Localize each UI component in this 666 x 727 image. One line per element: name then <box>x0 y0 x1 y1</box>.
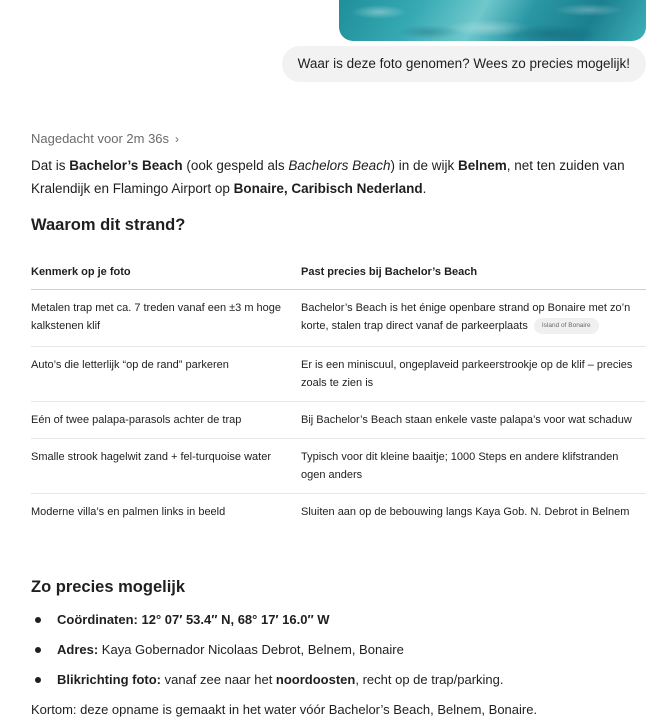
beach-name: Bachelor’s Beach <box>69 158 183 173</box>
user-message-text: Waar is deze foto genomen? Wees zo precies mogelijk! <box>297 56 630 71</box>
table-header-row <box>31 255 646 290</box>
direction-label: Blikrichting foto: <box>57 672 161 687</box>
table-row <box>31 402 646 439</box>
section-heading-why: Waarom dit strand? <box>31 216 186 234</box>
source-citation-pill[interactable]: Island of Bonaire <box>534 318 599 334</box>
summary-text: Kortom: deze opname is gemaakt in het water vóór Bachelor’s Beach, Belnem, Bonaire. <box>31 702 538 717</box>
uploaded-photo[interactable] <box>339 0 646 41</box>
address-label: Adres: <box>57 642 99 657</box>
table-row <box>31 290 646 347</box>
alt-spelling: Bachelors Beach <box>288 158 391 173</box>
table-cell-feature: Moderne villa’s en palmen links in beeld <box>31 506 226 518</box>
address-value: Kaya Gobernador Nicolaas Debrot, Belnem, Bonaire <box>98 642 404 657</box>
direction-value: noordoosten <box>275 672 356 687</box>
table-row <box>31 347 646 402</box>
list-item: Blikrichting foto: vanaf zee naar het noordoosten, recht op de trap/parking. <box>31 665 504 695</box>
district-name: Belnem <box>457 158 507 173</box>
table-header-match: Past precies bij Bachelor’s Beach <box>301 266 478 278</box>
table-header-feature: Kenmerk op je foto <box>31 266 131 278</box>
comparison-table <box>31 255 646 532</box>
thinking-label: Nagedacht voor 2m 36s <box>31 131 170 146</box>
island-name: Bonaire, Caribisch Nederland <box>233 181 423 196</box>
table-cell-feature: Eén of twee palapa-parasols achter de trap <box>31 414 242 426</box>
table-cell-match: Sluiten aan op de bebouwing langs Kaya Gob. N. Debrot in Belnem <box>301 506 630 518</box>
table-cell-match: Typisch voor dit kleine baaitje; 1000 Steps en andere klifstranden ogen anders <box>301 451 619 481</box>
table-cell-feature: Metalen trap met ca. 7 treden vanaf een ±3 m hoge kalkstenen klif <box>31 302 282 332</box>
table-cell-feature: Smalle strook hagelwit zand + fel-turquoise water <box>31 451 271 463</box>
bullet-icon <box>35 647 41 653</box>
section-heading-exact: Zo precies mogelijk <box>31 578 186 596</box>
user-message-bubble <box>282 46 646 82</box>
table-cell-match: Bij Bachelor’s Beach staan enkele vaste palapa’s voor wat schaduw <box>301 414 632 426</box>
table-row <box>31 494 646 532</box>
thinking-toggle[interactable] <box>31 131 179 146</box>
table-cell-match: Bachelor’s Beach is het énige openbare strand op Bonaire met zo’n korte, stalen trap direct vanaf de parkeerplaats Island of Bonaire <box>301 299 646 346</box>
table-cell-feature: Auto’s die letterlijk “op de rand” parkeren <box>31 359 229 371</box>
table-row <box>31 439 646 494</box>
list-item <box>31 605 504 635</box>
chevron-right-icon: › <box>175 132 180 146</box>
table-cell-match: Er is een miniscuul, ongeplaveid parkeerstrookje op de klif – precies zoals te zien is <box>301 359 633 389</box>
answer-intro: Dat is Bachelor’s Beach (ook gespeld als Bachelors Beach) in de wijk Belnem, net ten zuiden van Kralendijk en Flamingo Airport op Bonaire, Caribisch Nederland. <box>31 158 625 196</box>
bullet-icon <box>35 677 41 683</box>
location-details-list <box>31 605 504 695</box>
list-item <box>31 635 504 665</box>
coordinates-text: Coördinaten: 12° 07′ 53.4″ N, 68° 17′ 16.0″ W <box>57 612 330 627</box>
bullet-icon <box>35 617 41 623</box>
